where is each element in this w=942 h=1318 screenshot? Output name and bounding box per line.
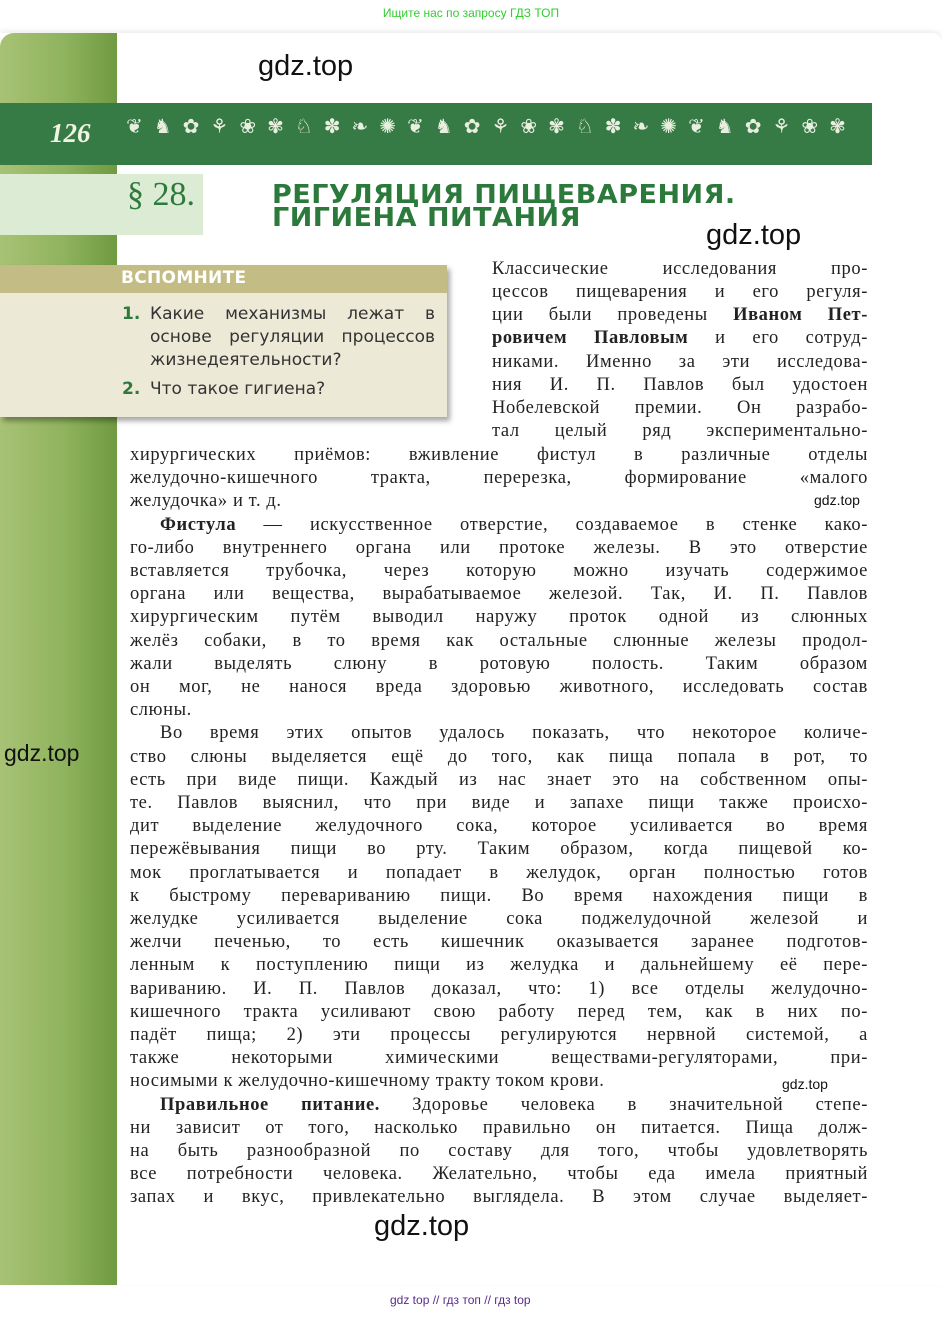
text-line: [130, 769, 868, 792]
text-line: [130, 838, 868, 861]
watermark: gdz.top: [814, 492, 860, 508]
text-segment: цессов пищеварения и его регуля-: [492, 282, 868, 303]
text-segment: к быстрому перевариванию пищи. Во время нахождения пищи в: [130, 885, 868, 906]
text-line: [160, 1094, 868, 1117]
animal-icon: ✿: [463, 114, 481, 138]
text-segment: также некоторыми химическими веществами-регуляторами, при-: [130, 1048, 868, 1069]
text-segment: слюны.: [130, 700, 192, 721]
text-line: [130, 699, 868, 722]
animal-icon: ❀: [801, 114, 819, 138]
text-line: [130, 931, 868, 954]
text-segment: ния И. П. Павлов был удостоен: [492, 374, 868, 395]
text-line: [130, 606, 868, 629]
text-segment: все потребности человека. Желательно, чтобы еда имела приятный: [130, 1164, 868, 1185]
text-line: [130, 1186, 868, 1209]
text-segment: жали выделять слюну в ротовую полость. Таким образом: [130, 653, 868, 674]
text-line: [130, 537, 868, 560]
animal-icon: ❦: [688, 114, 705, 138]
text-line: [130, 908, 868, 931]
text-line: [130, 885, 868, 908]
text-line: [130, 815, 868, 838]
text-line: [492, 351, 868, 374]
text-segment: тал целый ряд экспериментально-: [492, 421, 868, 442]
text-line: [130, 1117, 868, 1140]
animal-icon: ✺: [379, 114, 397, 138]
text-segment: желудке усиливается выделение сока поджелудочной железой и: [130, 909, 868, 929]
text-segment: Нобелевской премии. Он разрабо-: [492, 397, 868, 418]
chapter-title-line: РЕГУЛЯЦИЯ ПИЩЕВАРЕНИЯ.: [272, 180, 736, 210]
remind-question: [122, 303, 435, 372]
watermark: gdz.top: [258, 50, 354, 82]
text-line: [130, 978, 868, 1001]
text-line: [130, 653, 868, 676]
text-segment: те. Павлов выяснил, что при виде и запахе пищи также происхо-: [130, 793, 868, 813]
animal-icon: ♞: [153, 114, 172, 138]
remind-question: [122, 378, 435, 401]
text-segment: желчи печенью, то есть кишечник оказывается заранее подготов-: [130, 932, 868, 953]
watermark: gdz.top: [706, 219, 802, 251]
text-line: [160, 514, 868, 537]
animal-icon: ♘: [294, 114, 313, 138]
text-line: [130, 1047, 868, 1070]
bold-term: Правильное питание.: [160, 1094, 380, 1115]
question-text: Что такое гигиена?: [150, 379, 326, 399]
text-segment: желёз собаки, в то время как остальные слюнные железы продол-: [130, 630, 868, 651]
animal-icon: ✾: [267, 114, 284, 138]
text-segment: на быть разнообразной по составу для того, чтобы удовлетворять: [130, 1141, 868, 1161]
text-segment: запах и вкус, привлекательно выглядела. В этом случае выделяет-: [130, 1187, 868, 1208]
chapter-title: [272, 180, 736, 233]
animal-icon: ❦: [126, 114, 143, 138]
text-segment: ство слюны выделяется ещё до того, как пища попала в рот, то: [130, 746, 868, 767]
text-segment: есть при виде пищи. Каждый из нас знает это на собственном опы-: [130, 769, 868, 790]
text-line: [130, 490, 868, 513]
text-line: [130, 676, 868, 699]
text-line: [130, 1070, 868, 1093]
chapter-title-line: ГИГИЕНА ПИТАНИЯ: [272, 203, 581, 233]
bold-term: Фистула: [160, 514, 237, 535]
text-segment: ни зависит от того, насколько правильно он питается. Пища долж-: [130, 1117, 868, 1138]
text-segment: Здоровье человека в значительной степе-: [380, 1094, 868, 1115]
animal-icon: ♘: [575, 114, 594, 138]
text-segment: ленным к поступлению пищи из желудка и дальнейшему её пере-: [130, 955, 868, 976]
text-segment: органа или вещества, вырабатываемое железой. Так, И. П. Павлов: [130, 584, 868, 605]
watermark: gdz.top: [374, 1210, 470, 1242]
text-segment: Классические исследования про-: [492, 259, 868, 279]
text-segment: желудочка» и т. д.: [130, 491, 282, 512]
text-line: [492, 281, 868, 304]
text-line: [130, 1140, 868, 1163]
text-segment: кишечного тракта усиливают свою работу перед тем, как в них по-: [130, 1001, 868, 1022]
text-segment: и его сотруд-: [688, 328, 868, 349]
animal-icon: ✽: [604, 114, 622, 138]
text-line: [492, 374, 868, 397]
text-segment: пережёвывания пищи во рту. Таким образом, когда пищевой ко-: [130, 839, 868, 860]
animal-icon: ⚘: [210, 114, 229, 138]
text-segment: хирургических приёмов: вживление фистул в различные отделы: [130, 445, 868, 465]
text-segment: он мог, не нанося вреда здоровью животного, исследовать состав: [130, 677, 868, 697]
text-line: [130, 746, 868, 769]
text-segment: хирургическим путём выводил наружу проток одной из слюнных: [130, 607, 868, 628]
section-number: § 28.: [127, 176, 195, 213]
text-segment: никами. Именно за эти исследова-: [492, 351, 868, 372]
animal-silhouettes-icon: [126, 112, 846, 140]
text-line: [130, 467, 868, 490]
text-line: [130, 862, 868, 885]
text-line: [160, 722, 868, 745]
text-segment: дит выделение желудочного сока, которое усиливается во время: [130, 816, 868, 837]
animal-icon: ✾: [829, 114, 846, 138]
animal-icon: ⚘: [772, 114, 791, 138]
footer-note: gdz top // гдз топ // гдз top: [390, 1293, 531, 1307]
watermark: gdz.top: [4, 740, 80, 766]
text-segment: вариванию. И. П. Павлов доказал, что: 1) все отделы желудочно-: [130, 978, 868, 999]
animal-icon: ✾: [548, 114, 565, 138]
animal-icon: ✺: [660, 114, 678, 138]
text-segment: мок проглатывается и попадает в желудок, орган полностью готов: [130, 862, 868, 883]
question-number: 1.: [122, 304, 141, 324]
text-line: [492, 258, 868, 281]
text-line: [130, 630, 868, 653]
text-line: [492, 304, 868, 327]
animal-icon: ❀: [520, 114, 538, 138]
text-segment: Во время этих опытов удалось показать, что некоторое количе-: [160, 723, 868, 744]
animal-icon: ❦: [407, 114, 424, 138]
animal-icon: ❧: [632, 114, 650, 138]
animal-icon: ⚘: [491, 114, 510, 138]
bold-term: ровичем Павловым: [492, 328, 689, 349]
animal-icon: ✿: [744, 114, 762, 138]
text-segment: носимыми к желудочно-кишечному тракту током крови.: [130, 1071, 605, 1092]
text-line: [130, 792, 868, 815]
text-segment: вставляется трубочка, через которую можно изучать содержимое: [130, 561, 868, 581]
animal-icon: ❀: [239, 114, 257, 138]
text-line: [130, 954, 868, 977]
question-number: 2.: [122, 379, 141, 399]
search-hint-banner: Ищите нас по запросу ГДЗ ТОП: [382, 6, 560, 20]
animal-icon: ♞: [434, 114, 453, 138]
text-segment: — искусственное отверстие, создаваемое в стенке како-: [236, 514, 868, 535]
animal-icon: ❧: [351, 114, 369, 138]
text-segment: желудочно-кишечного тракта, перерезка, формирование «малого: [130, 468, 868, 489]
remind-title: ВСПОМНИТЕ: [121, 268, 247, 288]
text-line: [130, 1163, 868, 1186]
text-line: [130, 583, 868, 606]
text-line: [130, 1024, 868, 1047]
text-segment: падёт пища; 2) эти процессы регулируются нервной системой, а: [130, 1025, 868, 1045]
text-line: [130, 1001, 868, 1024]
text-line: [130, 560, 868, 583]
text-segment: го-либо внутреннего органа или протоке железы. В это отверстие: [130, 537, 868, 558]
text-line: [130, 444, 868, 467]
text-line: [492, 397, 868, 420]
animal-icon: ✿: [182, 114, 200, 138]
bold-term: Иваном Пет-: [733, 305, 868, 326]
animal-icon: ♞: [715, 114, 734, 138]
text-segment: ции были проведены: [492, 305, 734, 326]
question-text: Какие механизмы лежат в основе регуляции процессов жизнедеятельности?: [150, 304, 435, 370]
page-number: 126: [50, 118, 91, 148]
text-line: [492, 327, 868, 350]
watermark: gdz.top: [782, 1076, 828, 1092]
animal-icon: ✽: [323, 114, 341, 138]
text-line: [492, 420, 868, 443]
